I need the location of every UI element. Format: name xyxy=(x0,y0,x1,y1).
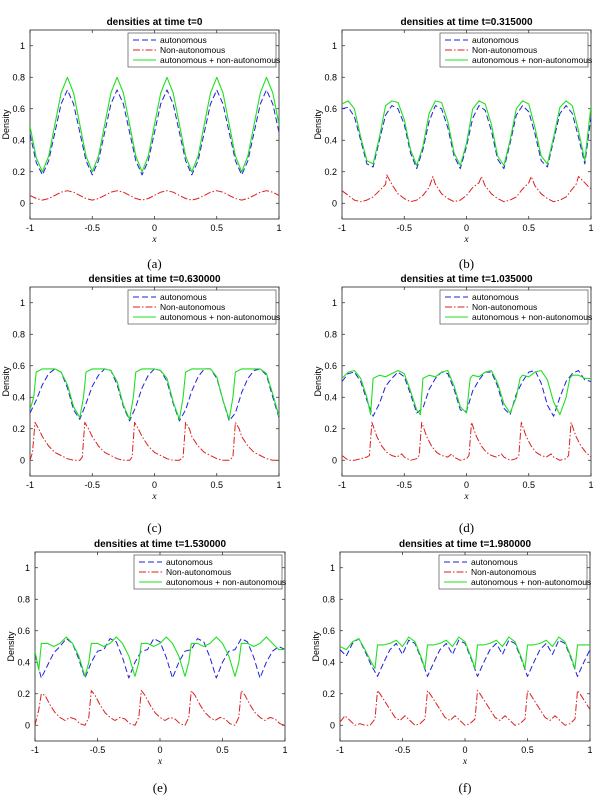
series-line-autonomous xyxy=(30,90,279,175)
legend-entry: autonomous + non-autonomous xyxy=(166,577,287,587)
legend-entry: autonomous xyxy=(471,557,518,567)
legend xyxy=(439,555,591,589)
legend-entry: autonomous + non-autonomous xyxy=(471,577,592,587)
legend xyxy=(440,33,592,67)
x-tick-label: 0 xyxy=(462,745,468,755)
series-line-autonomous-non-autonomous xyxy=(30,77,279,172)
chart-title: densities at time t=0.315000 xyxy=(400,17,533,28)
x-tick-label: -1 xyxy=(337,480,347,490)
y-tick-label: 0.6 xyxy=(322,625,335,636)
y-axis-label: Density xyxy=(313,109,323,140)
y-tick-label: 0.2 xyxy=(324,423,337,434)
y-tick-label: 0.4 xyxy=(322,657,335,668)
y-tick-label: 0.2 xyxy=(322,688,335,699)
y-axis-label: Density xyxy=(313,366,323,397)
x-tick-label: 0 xyxy=(463,223,470,233)
series-line-autonomous xyxy=(30,369,279,421)
y-tick-label: 0.6 xyxy=(324,360,337,371)
x-axis-label: x xyxy=(462,757,468,767)
x-tick-label: 1 xyxy=(282,745,288,755)
series-line-non-autonomous xyxy=(340,691,590,726)
chart-panel-d xyxy=(313,274,594,535)
y-tick-label: 0 xyxy=(331,455,337,466)
x-tick-label: 0 xyxy=(151,223,158,233)
y-tick-label: 1 xyxy=(331,297,337,308)
series-group xyxy=(342,101,591,202)
x-tick-label: -1 xyxy=(25,223,35,233)
y-tick-label: 0.2 xyxy=(17,688,30,699)
y-tick-label: 1 xyxy=(19,40,25,51)
panel-caption: (d) xyxy=(458,520,475,535)
panel-caption: (f) xyxy=(458,780,472,795)
legend-entry: autonomous + non-autonomous xyxy=(472,312,593,322)
chart-panel-a xyxy=(1,17,282,271)
chart-panel-c xyxy=(1,274,282,535)
y-axis-label: Density xyxy=(311,631,321,662)
y-tick-label: 0.4 xyxy=(324,135,337,146)
legend-entry: autonomous xyxy=(166,557,213,567)
series-group xyxy=(35,637,285,725)
panel-caption: (a) xyxy=(147,256,162,271)
y-tick-label: 0.8 xyxy=(17,594,30,605)
y-tick-label: 0.4 xyxy=(12,392,25,403)
y-tick-label: 1 xyxy=(19,297,25,308)
legend-entry: Non-autonomous xyxy=(472,302,538,312)
legend-entry: autonomous + non-autonomous xyxy=(160,312,281,322)
y-tick-label: 0.6 xyxy=(12,360,25,371)
chart-title: densities at time t=0 xyxy=(106,17,203,28)
series-line-non-autonomous xyxy=(35,691,285,726)
legend-entry: Non-autonomous xyxy=(472,45,538,55)
y-tick-label: 0.6 xyxy=(17,625,30,636)
panel-caption: (b) xyxy=(458,256,475,271)
series-line-non-autonomous xyxy=(342,422,591,460)
x-axis-label: x xyxy=(157,757,163,767)
y-tick-label: 1 xyxy=(331,40,337,51)
chart-panel-f xyxy=(311,539,593,795)
y-tick-label: 0 xyxy=(19,455,25,466)
legend-entry: autonomous xyxy=(472,35,519,45)
y-tick-label: 0.8 xyxy=(322,594,335,605)
x-tick-label: -1 xyxy=(25,480,35,490)
x-tick-label: -0.5 xyxy=(89,745,106,755)
x-tick-label: 0.5 xyxy=(210,223,224,233)
x-tick-label: -1 xyxy=(335,745,345,755)
x-tick-label: 1 xyxy=(587,745,593,755)
x-tick-label: 1 xyxy=(588,480,594,490)
panel-caption: (e) xyxy=(152,780,168,795)
y-tick-label: 0.8 xyxy=(324,329,337,340)
x-tick-label: -0.5 xyxy=(84,223,101,233)
y-tick-label: 0.6 xyxy=(324,103,337,114)
chart-title: densities at time t=1.530000 xyxy=(93,539,227,550)
series-group xyxy=(342,371,591,461)
x-tick-label: -0.5 xyxy=(396,480,413,490)
y-tick-label: 0.6 xyxy=(12,103,25,114)
legend-entry: autonomous xyxy=(472,292,519,302)
x-tick-label: 0.5 xyxy=(210,480,224,490)
y-tick-label: 0.8 xyxy=(12,329,25,340)
legend xyxy=(128,33,280,67)
chart-title: densities at time t=0.630000 xyxy=(88,274,221,285)
series-line-non-autonomous xyxy=(30,422,279,460)
x-tick-label: 0.5 xyxy=(216,745,229,755)
x-tick-label: -1 xyxy=(337,223,347,233)
panel-caption: (c) xyxy=(147,520,162,535)
x-tick-label: 0 xyxy=(157,745,163,755)
x-axis-label: x xyxy=(152,492,157,502)
legend-entry: autonomous + non-autonomous xyxy=(160,55,281,65)
y-tick-label: 0.8 xyxy=(324,72,337,83)
x-tick-label: 0.5 xyxy=(522,223,536,233)
legend-entry: Non-autonomous xyxy=(166,567,232,577)
y-tick-label: 0.2 xyxy=(12,423,25,434)
legend xyxy=(134,555,286,589)
x-axis-label: x xyxy=(152,235,157,245)
x-tick-label: 0.5 xyxy=(521,745,534,755)
legend-entry: Non-autonomous xyxy=(160,302,226,312)
legend-entry: autonomous + non-autonomous xyxy=(472,55,593,65)
chart-panel-b xyxy=(313,17,594,271)
y-tick-label: 0.2 xyxy=(12,166,25,177)
y-tick-label: 0 xyxy=(329,720,335,731)
series-line-autonomous-non-autonomous xyxy=(342,371,591,415)
x-axis-label: x xyxy=(464,492,469,502)
x-tick-label: 1 xyxy=(276,480,282,490)
series-group xyxy=(30,77,279,200)
chart-title: densities at time t=1.035000 xyxy=(400,274,533,285)
y-tick-label: 0 xyxy=(24,720,30,731)
series-group xyxy=(340,637,590,725)
series-line-autonomous-non-autonomous xyxy=(340,637,590,669)
x-tick-label: 0 xyxy=(463,480,470,490)
y-tick-label: 0 xyxy=(331,198,337,209)
series-line-autonomous-non-autonomous xyxy=(35,637,285,676)
y-axis-label: Density xyxy=(6,631,16,662)
series-line-autonomous-non-autonomous xyxy=(342,101,591,166)
chart-title: densities at time t=1.980000 xyxy=(398,539,532,550)
y-axis-label: Density xyxy=(1,109,11,140)
x-tick-label: 0 xyxy=(151,480,158,490)
y-tick-label: 0.4 xyxy=(324,392,337,403)
y-axis-label: Density xyxy=(1,366,11,397)
legend-entry: autonomous xyxy=(160,35,207,45)
y-tick-label: 0.4 xyxy=(12,135,25,146)
legend xyxy=(440,290,592,324)
legend-entry: Non-autonomous xyxy=(160,45,226,55)
y-tick-label: 0 xyxy=(19,198,25,209)
chart-panel-e xyxy=(6,539,288,795)
x-tick-label: -0.5 xyxy=(396,223,413,233)
series-line-non-autonomous xyxy=(30,191,279,200)
x-tick-label: -0.5 xyxy=(394,745,411,755)
y-tick-label: 1 xyxy=(329,562,335,573)
x-tick-label: 1 xyxy=(588,223,594,233)
x-axis-label: x xyxy=(464,235,469,245)
legend-entry: autonomous xyxy=(160,292,207,302)
legend xyxy=(128,290,280,324)
x-tick-label: 0.5 xyxy=(522,480,536,490)
y-tick-label: 0.2 xyxy=(324,166,337,177)
series-line-autonomous xyxy=(340,639,590,677)
y-tick-label: 0.8 xyxy=(12,72,25,83)
series-group xyxy=(30,369,279,460)
x-tick-label: -0.5 xyxy=(84,480,101,490)
x-tick-label: -1 xyxy=(30,745,40,755)
y-tick-label: 0.4 xyxy=(17,657,30,668)
y-tick-label: 1 xyxy=(24,562,30,573)
x-tick-label: 1 xyxy=(276,223,282,233)
legend-entry: Non-autonomous xyxy=(471,567,537,577)
series-line-non-autonomous xyxy=(342,175,591,202)
